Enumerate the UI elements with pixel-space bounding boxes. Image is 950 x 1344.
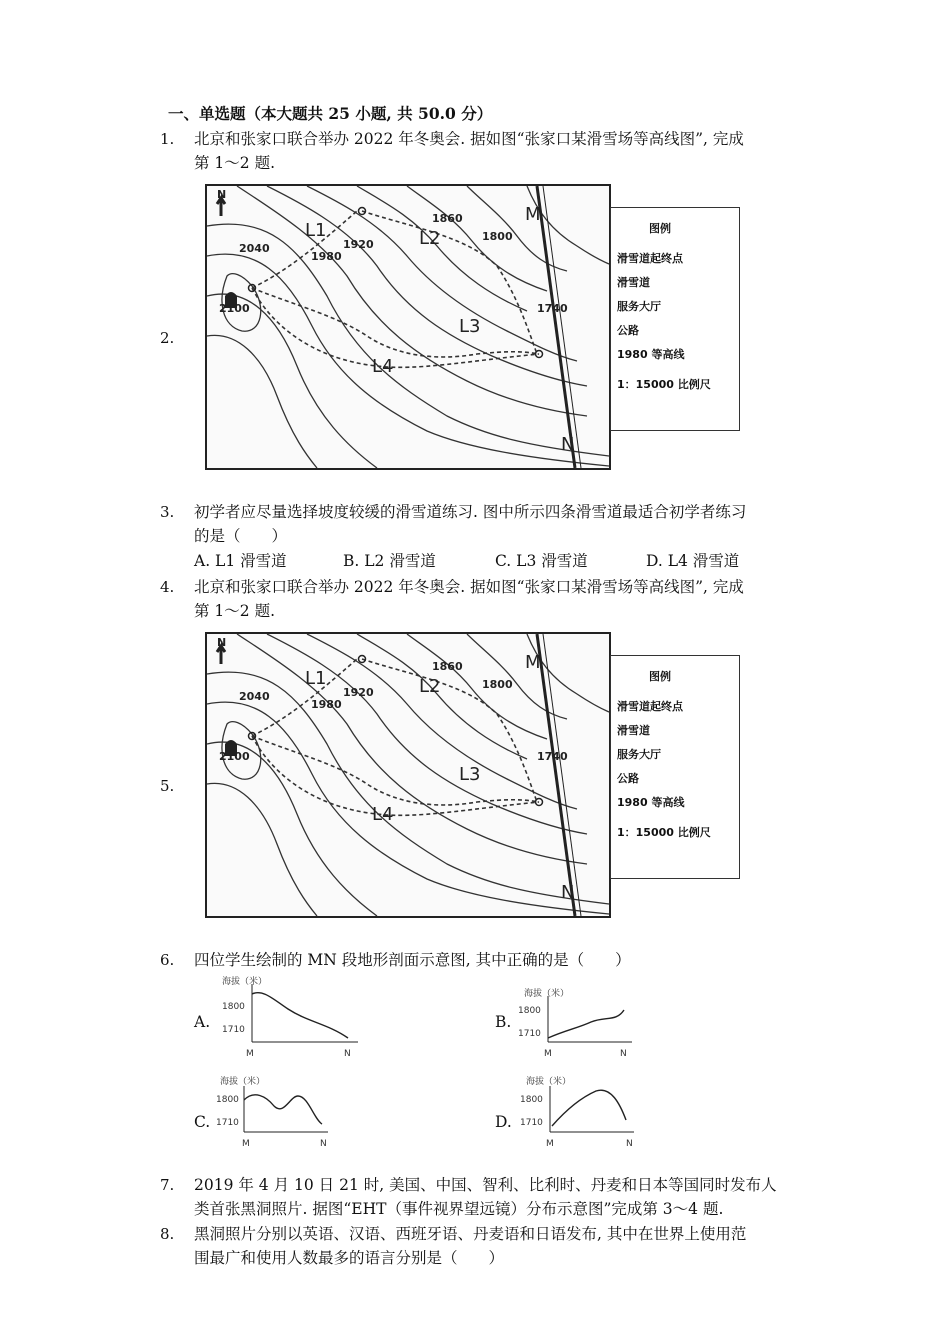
legend-item: 1：15000 比例尺: [617, 826, 711, 839]
contour-map: [205, 184, 611, 470]
option-c[interactable]: C. L3 滑雪道: [495, 552, 588, 570]
x-tick: N: [344, 1049, 351, 1059]
contour-value: 1920: [343, 686, 374, 699]
contour-value: 1740: [537, 302, 568, 315]
option-d[interactable]: D.: [495, 1113, 512, 1131]
question-text: 类首张黑洞照片. 据图“EHT（事件视界望远镜）分布示意图”完成第 3～4 题.: [194, 1200, 724, 1218]
option-b[interactable]: B.: [495, 1013, 512, 1031]
y-tick: 1800: [520, 1095, 543, 1105]
x-tick: M: [546, 1139, 554, 1149]
contour-lines: [207, 634, 609, 916]
contour-value: 1980: [311, 250, 342, 263]
question-text: 黑洞照片分别以英语、汉语、西班牙语、丹麦语和日语发布, 其中在世界上使用范: [194, 1225, 747, 1243]
contour-value: 1920: [343, 238, 374, 251]
legend-item: 公路: [617, 324, 639, 337]
question-number: 4.: [160, 578, 175, 596]
question-text: 北京和张家口联合举办 2022 年冬奥会. 据如图“张家口某滑雪场等高线图”, 完成: [194, 578, 744, 596]
contour-value: 1800: [482, 230, 513, 243]
section-header: 一、单选题（本大题共 25 小题, 共 50.0 分）: [168, 104, 493, 123]
question-text: 北京和张家口联合举办 2022 年冬奥会. 据如图“张家口某滑雪场等高线图”, 完成: [194, 130, 744, 148]
profile-chart-c: [214, 1074, 334, 1150]
x-tick: M: [242, 1139, 250, 1149]
contour-value: 2100: [219, 750, 250, 763]
question-text: 四位学生绘制的 MN 段地形剖面示意图, 其中正确的是（ ）: [194, 951, 631, 969]
x-tick: M: [544, 1049, 552, 1059]
axis-label: 海拔（米）: [524, 989, 570, 999]
point-label: N: [561, 882, 575, 903]
option-b[interactable]: B. L2 滑雪道: [343, 552, 436, 570]
point-label: N: [561, 434, 575, 455]
contour-value: 1740: [537, 750, 568, 763]
legend-item: 服务大厅: [617, 748, 661, 761]
question-text: 2019 年 4 月 10 日 21 时, 美国、中国、智利、比利时、丹麦和日本等国同时发布人: [194, 1176, 777, 1194]
profile-chart-a: [218, 974, 363, 1060]
contour-map: [205, 632, 611, 918]
option-a[interactable]: A. L1 滑雪道: [194, 552, 287, 570]
question-number: 3.: [160, 503, 175, 521]
contour-value: 2040: [239, 242, 270, 255]
option-c[interactable]: C.: [194, 1113, 211, 1131]
legend-title: 图例: [649, 670, 671, 683]
y-tick: 1800: [518, 1006, 541, 1016]
contour-value: 1980: [311, 698, 342, 711]
question-number: 2.: [160, 329, 175, 347]
axis-label: 海拔（米）: [222, 977, 268, 987]
route-label: L3: [459, 764, 481, 785]
point-label: M: [525, 204, 541, 225]
option-a[interactable]: A.: [194, 1013, 211, 1031]
y-tick: 1800: [216, 1095, 239, 1105]
x-tick: N: [320, 1139, 327, 1149]
question-text: 初学者应尽量选择坡度较缓的滑雪道练习. 图中所示四条滑雪道最适合初学者练习: [194, 503, 747, 521]
map-legend: [610, 655, 740, 879]
y-tick: 1710: [518, 1029, 541, 1039]
question-number: 7.: [160, 1176, 175, 1194]
x-tick: M: [246, 1049, 254, 1059]
legend-item: 公路: [617, 772, 639, 785]
profile-chart-b: [516, 986, 636, 1062]
x-tick: N: [620, 1049, 627, 1059]
y-tick: 1710: [216, 1118, 239, 1128]
question-text: 的是（ ）: [194, 527, 288, 545]
question-number: 6.: [160, 951, 175, 969]
question-text: 第 1～2 题.: [194, 602, 276, 620]
question-text: 围最广和使用人数最多的语言分别是（ ）: [194, 1249, 505, 1267]
legend-item: 服务大厅: [617, 300, 661, 313]
question-number: 5.: [160, 777, 175, 795]
route-label: L3: [459, 316, 481, 337]
legend-item: 滑雪道: [617, 276, 650, 289]
question-number: 8.: [160, 1225, 175, 1243]
contour-value: 2100: [219, 302, 250, 315]
x-tick: N: [626, 1139, 633, 1149]
contour-value: 1860: [432, 212, 463, 225]
north-label: N: [217, 188, 227, 201]
legend-item: 滑雪道起终点: [617, 252, 683, 265]
route-label: L1: [305, 668, 327, 689]
contour-lines: [207, 186, 609, 468]
route-label: L4: [372, 356, 394, 377]
y-tick: 1710: [520, 1118, 543, 1128]
question-text: 第 1～2 题.: [194, 154, 276, 172]
legend-item: 1980 等高线: [617, 796, 685, 809]
point-label: M: [525, 652, 541, 673]
y-tick: 1710: [222, 1025, 245, 1035]
legend-item: 1980 等高线: [617, 348, 685, 361]
contour-value: 1860: [432, 660, 463, 673]
legend-title: 图例: [649, 222, 671, 235]
contour-value: 2040: [239, 690, 270, 703]
route-label: L2: [419, 228, 441, 249]
legend-item: 1：15000 比例尺: [617, 378, 711, 391]
y-tick: 1800: [222, 1002, 245, 1012]
route-label: L4: [372, 804, 394, 825]
axis-label: 海拔（米）: [220, 1077, 266, 1087]
axis-label: 海拔（米）: [526, 1077, 572, 1087]
question-number: 1.: [160, 130, 175, 148]
legend-item: 滑雪道起终点: [617, 700, 683, 713]
option-d[interactable]: D. L4 滑雪道: [646, 552, 740, 570]
route-label: L1: [305, 220, 327, 241]
contour-value: 1800: [482, 678, 513, 691]
legend-item: 滑雪道: [617, 724, 650, 737]
map-legend: [610, 207, 740, 431]
north-label: N: [217, 636, 227, 649]
route-label: L2: [419, 676, 441, 697]
profile-chart-d: [516, 1074, 640, 1150]
